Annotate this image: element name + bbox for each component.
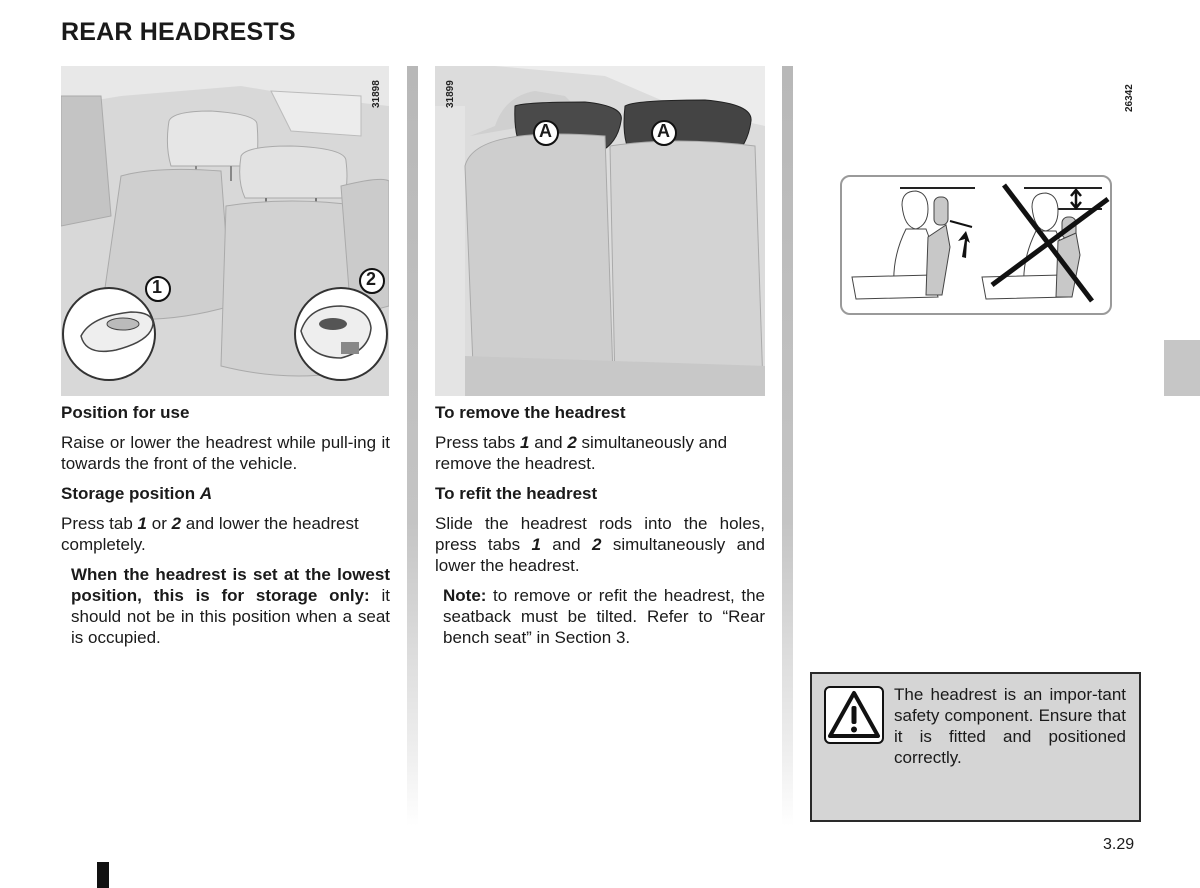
headrest-position-diagram [840,175,1112,315]
column-divider [782,66,793,826]
headrest-storage-illustration [435,66,765,396]
heading-refit-headrest: To refit the headrest [435,484,598,503]
heading-storage-position: Storage position A [61,484,213,503]
paragraph-storage-position: Press tab 1 or 2 and lower the headrest completely. [61,514,359,554]
callout-a-left-label: A [539,121,552,141]
paragraph-position-for-use: Raise or lower the headrest while pull-ing it towards the front of the vehicle. [61,433,390,473]
heading-remove-headrest: To remove the headrest [435,403,626,422]
callout-a-right-label: A [657,121,670,141]
callout-1-label: 1 [152,277,163,297]
safety-warning-box [810,672,1141,822]
heading-position-for-use: Position for use [61,403,190,422]
column-2-text [435,402,765,648]
figure-code: 31898 [371,80,382,108]
paragraph-storage-warning: When the headrest is set at the lowest position, this is for storage only: it should not be in this position when a seat is occupied. [71,565,390,647]
section-tab [1164,340,1200,396]
page-title: REAR HEADRESTS [61,18,296,46]
headrest-drawing [435,66,765,396]
paragraph-remove-headrest: Press tabs 1 and 2 simultaneously and remove the headrest. [435,433,728,473]
rear-seat-tabs-illustration [61,66,389,396]
figure-code: 26342 [1124,84,1135,112]
callout-2-label: 2 [366,269,377,289]
paragraph-note: Note: to remove or refit the headrest, the seatback must be tilted. Refer to “Rear bench seat” in Section 3. [443,586,765,647]
column-divider [407,66,418,826]
corner-mark [97,862,109,888]
warning-triangle-icon [824,686,884,744]
column-1-text [61,402,390,648]
figure-code: 31899 [445,80,456,108]
warning-text: The headrest is an impor-tant safety component. Ensure that it is fitted and positioned correctly. [894,685,1126,767]
paragraph-refit-headrest: Slide the headrest rods into the holes, press tabs 1 and 2 simultaneously and lower the headrest. [435,514,765,575]
headrest-position-drawing [842,177,1110,313]
page-number: 3.29 [1103,836,1135,853]
rear-seat-drawing [61,66,389,396]
